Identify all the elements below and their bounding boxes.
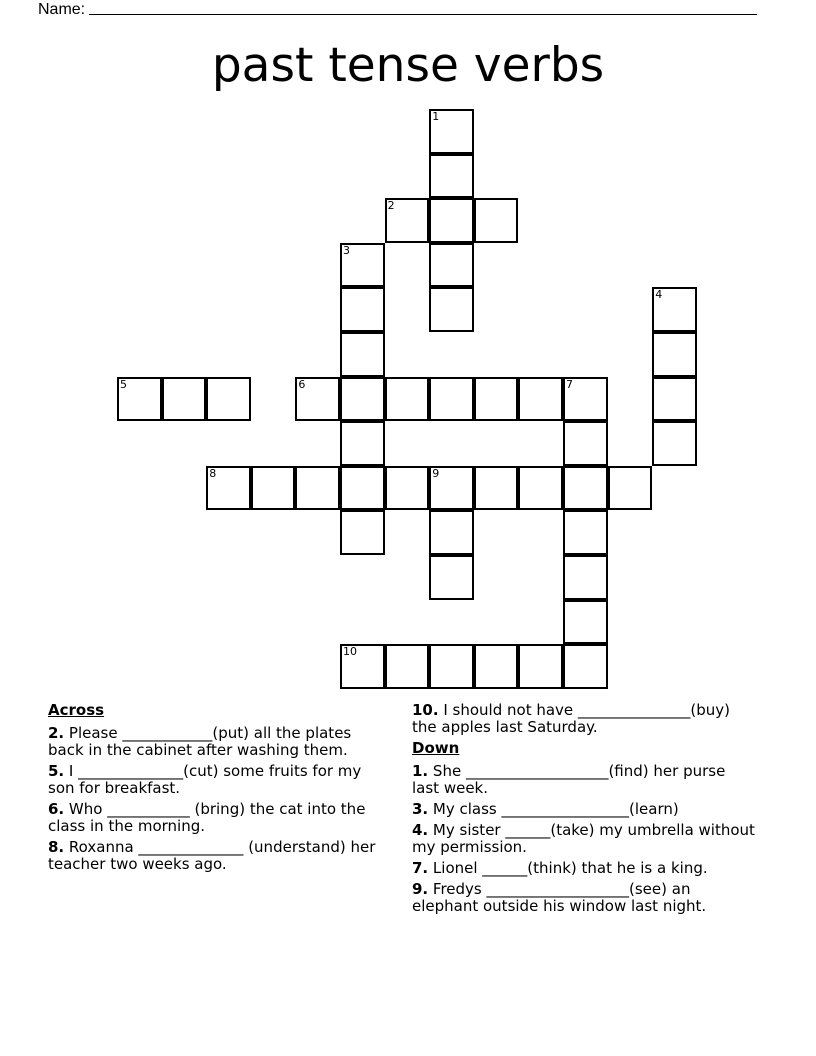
clue-text: She ___________________(find) her purse last week. — [412, 762, 726, 797]
grid-cell[interactable] — [340, 421, 385, 466]
grid-cell[interactable] — [429, 198, 474, 243]
clue-text: Lionel ______(think) that he is a king. — [432, 859, 708, 877]
grid-cell[interactable] — [385, 377, 430, 422]
clue-text: I ______________(cut) some fruits for my son for breakfast. — [48, 762, 362, 797]
grid-cell[interactable] — [429, 109, 474, 154]
cell-number: 7 — [566, 377, 573, 391]
grid-cell[interactable] — [340, 287, 385, 332]
cell-number: 3 — [343, 243, 350, 257]
across-heading: Across — [48, 701, 105, 719]
grid-cell[interactable] — [652, 377, 697, 422]
grid-cell[interactable] — [340, 377, 385, 422]
grid-cell[interactable] — [385, 198, 430, 243]
clue-text: Please ____________(put) all the plates back in the cabinet after washing them. — [48, 724, 352, 759]
clue-number: 3. — [412, 800, 429, 818]
across-clues — [48, 702, 388, 877]
cell-number: 6 — [298, 377, 306, 391]
clue-number: 10. — [412, 701, 439, 719]
grid-cell[interactable] — [162, 377, 207, 422]
clue-text: I should not have _______________(buy) the apples last Saturday. — [412, 701, 731, 736]
grid-cell[interactable] — [563, 555, 608, 600]
name-label: Name: — [38, 1, 86, 18]
clue-down-7 — [412, 860, 757, 877]
clue-across-5 — [48, 763, 388, 797]
grid-cell[interactable] — [563, 466, 608, 511]
grid-cell[interactable] — [563, 421, 608, 466]
grid-cell[interactable] — [652, 287, 697, 332]
cell-number: 2 — [387, 199, 395, 213]
grid-cell[interactable] — [429, 287, 474, 332]
clue-text: Fredys ___________________(see) an elephant outside his window last night. — [412, 880, 707, 915]
clue-text: My class _________________(learn) — [432, 800, 679, 818]
grid-cell[interactable] — [295, 466, 340, 511]
grid-cell[interactable] — [295, 377, 340, 422]
clue-number: 2. — [48, 724, 65, 742]
grid-cell[interactable] — [518, 466, 563, 511]
grid-cell[interactable] — [429, 466, 474, 511]
name-line[interactable] — [89, 0, 757, 15]
grid-cell[interactable] — [518, 377, 563, 422]
grid-cell[interactable] — [385, 466, 430, 511]
clue-down-9 — [412, 881, 757, 915]
grid-cell[interactable] — [474, 377, 519, 422]
grid-cell[interactable] — [117, 377, 162, 422]
name-field[interactable] — [38, 0, 757, 20]
clue-text: Roxanna ______________ (understand) her teacher two weeks ago. — [48, 838, 376, 873]
grid-cell[interactable] — [518, 644, 563, 689]
clue-down-4 — [412, 822, 757, 856]
clue-text: Who ___________ (bring) the cat into the class in the morning. — [48, 800, 366, 835]
grid-cell[interactable] — [429, 377, 474, 422]
clue-number: 4. — [412, 821, 429, 839]
cell-number: 10 — [343, 645, 357, 659]
clue-across-10 — [412, 702, 757, 736]
grid-cell[interactable] — [385, 644, 430, 689]
grid-cell[interactable] — [474, 466, 519, 511]
grid-cell[interactable] — [563, 510, 608, 555]
grid-cell[interactable] — [563, 377, 608, 422]
cell-number: 4 — [655, 288, 663, 302]
clue-number: 5. — [48, 762, 65, 780]
cell-number: 5 — [120, 377, 127, 391]
grid-cell[interactable] — [429, 555, 474, 600]
grid-cell[interactable] — [340, 644, 385, 689]
grid-cell[interactable] — [474, 644, 519, 689]
grid-cell[interactable] — [474, 198, 519, 243]
clue-number: 1. — [412, 762, 429, 780]
grid-cell[interactable] — [608, 466, 653, 511]
clue-down-1 — [412, 763, 757, 797]
clue-across-8 — [48, 839, 388, 873]
grid-cell[interactable] — [340, 243, 385, 288]
grid-cell[interactable] — [652, 421, 697, 466]
grid-cell[interactable] — [563, 600, 608, 645]
cell-number: 1 — [432, 110, 440, 123]
cell-number: 8 — [209, 466, 217, 480]
grid-cell[interactable] — [429, 243, 474, 288]
grid-cell[interactable] — [429, 644, 474, 689]
grid-cell[interactable] — [429, 510, 474, 555]
clue-across-2 — [48, 725, 388, 759]
grid-cell[interactable] — [340, 510, 385, 555]
grid-cell[interactable] — [251, 466, 296, 511]
down-heading: Down — [412, 739, 460, 757]
grid-cell[interactable] — [340, 332, 385, 377]
clue-down-3 — [412, 801, 757, 818]
clue-number: 8. — [48, 838, 65, 856]
clue-number: 6. — [48, 800, 65, 818]
grid-cell[interactable] — [429, 154, 474, 199]
grid-cell[interactable] — [206, 466, 251, 511]
grid-cell[interactable] — [563, 644, 608, 689]
clue-across-6 — [48, 801, 388, 835]
clue-number: 7. — [412, 859, 429, 877]
grid-cell[interactable] — [652, 332, 697, 377]
down-clues — [412, 702, 757, 919]
grid-cell[interactable] — [340, 466, 385, 511]
cell-number: 9 — [432, 466, 440, 480]
clue-text: My sister ______(take) my umbrella without my permission. — [412, 821, 755, 856]
clue-number: 9. — [412, 880, 429, 898]
page-title: past tense verbs — [211, 38, 605, 93]
grid-cell[interactable] — [206, 377, 251, 422]
